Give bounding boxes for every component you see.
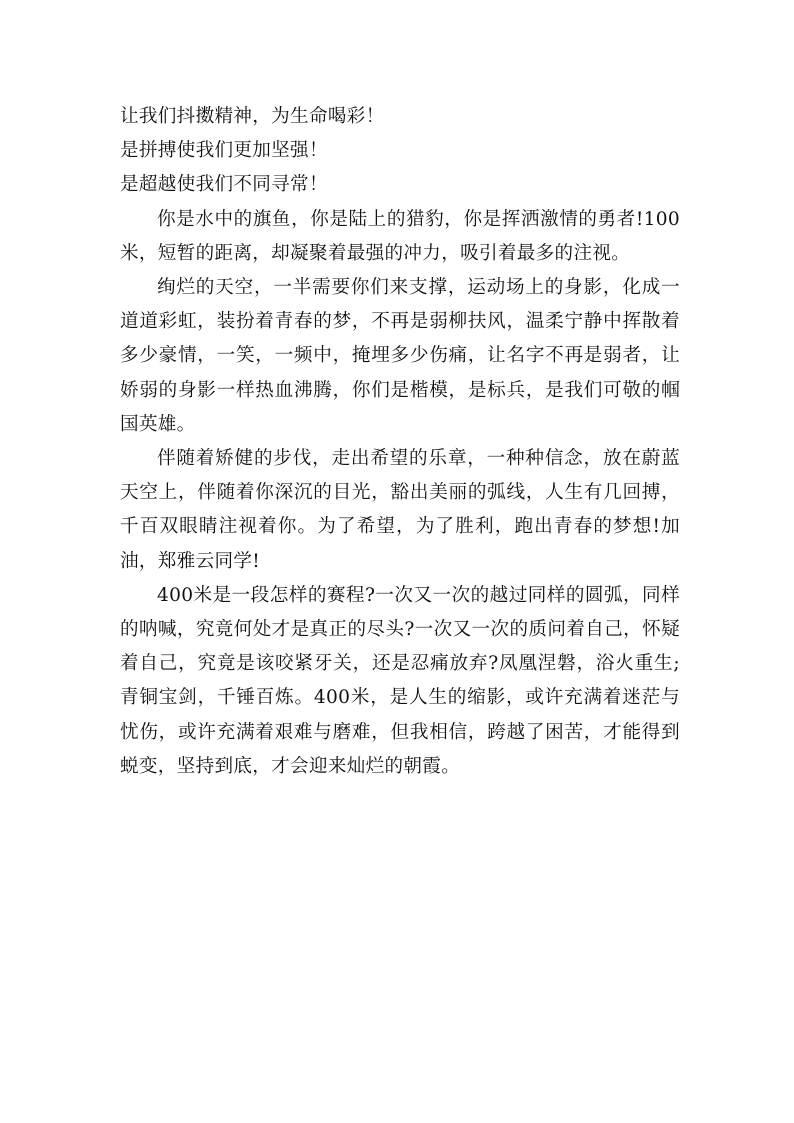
slogan-line-1: 让我们抖擞精神，为生命喝彩！ xyxy=(120,106,385,127)
paragraph-steps: 伴随着矫健的步伐，走出希望的乐章，一种种信念，放在蔚蓝天空上，伴随着你深沉的目光，豁出美丽的弧线，人生有几回搏，千百双眼睛注视着你。为了希望，为了胜利，跑出青春的梦想!加油，郑雅云同学! xyxy=(120,447,680,572)
paragraph-400m: 400米是一段怎样的赛程?一次又一次的越过同样的圆弧，同样的呐喊，究竟何处才是真正的尽头?一次又一次的质问着自己，怀疑着自己，究竟是该咬紧牙关，还是忍痛放弃?凤凰涅磐，浴火重生;青铜宝剑，千锤百炼。400米，是人生的缩影，或许充满着迷茫与忧伤，或许充满着艰难与磨难，但我相信，跨越了困苦，才能得到蜕变，坚持到底，才会迎来灿烂的朝霞。 xyxy=(120,584,680,777)
paragraph-sky: 绚烂的天空，一半需要你们来支撑，运动场上的身影，化成一道道彩虹，装扮着青春的梦，不再是弱柳扶风，温柔宁静中挥散着多少豪情，一笑，一频中，掩埋多少伤痛，让名字不再是弱者，让娇弱的身影一样热血沸腾，你们是楷模，是标兵，是我们可敬的帼国英雄。 xyxy=(120,276,680,435)
slogan-line-3: 是超越使我们不同寻常！ xyxy=(120,174,328,196)
document-body xyxy=(120,100,680,784)
paragraph-100m: 你是水中的旗鱼，你是陆上的猎豹，你是挥洒激情的勇者!100米，短暂的距离，却凝聚着最强的冲力，吸引着最多的注视。 xyxy=(120,208,680,264)
slogan-line-2: 是拼搏使我们更加坚强！ xyxy=(120,140,328,162)
